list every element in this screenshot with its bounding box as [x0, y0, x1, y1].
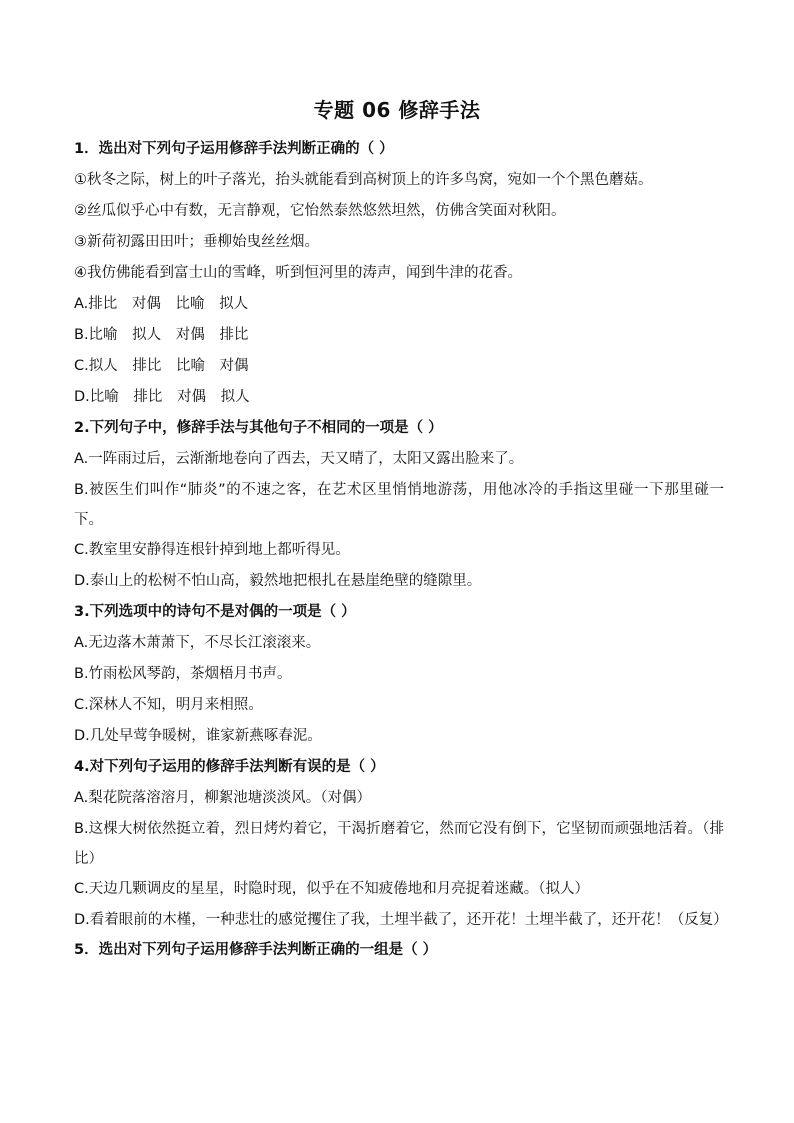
question-1-sentence-4: ④我仿佛能看到富士山的雪峰，听到恒河里的涛声，闻到牛津的花香。 [74, 265, 522, 281]
question-1-option-b: B.比喻 拟人 对偶 排比 [74, 327, 249, 343]
question-2-stem: 2.下列句子中，修辞手法与其他句子不相同的一项是（ ） [74, 420, 443, 436]
question-2-option-d: D.泰山上的松树不怕山高，毅然地把根扎在悬崖绝壁的缝隙里。 [74, 573, 482, 589]
question-4-option-a: A.梨花院落溶溶月，柳絮池塘淡淡风。（对偶） [74, 790, 372, 806]
question-1-option-a: A.排比 对偶 比喻 拟人 [74, 296, 249, 312]
question-1-sentence-3: ③新荷初露田田叶；垂柳始曳丝丝烟。 [74, 234, 319, 250]
question-3-option-a: A.无边落木萧萧下，不尽长江滚滚来。 [74, 635, 321, 651]
question-4-option-d: D.看着眼前的木槿，一种悲壮的感觉攫住了我，土埋半截了，还开花！土埋半截了，还开花！（反复） [74, 912, 728, 928]
question-2-option-c: C.教室里安静得连根针掉到地上都听得见。 [74, 542, 350, 558]
question-4-stem: 4.对下列句子运用的修辞手法判断有误的是（ ） [74, 759, 385, 775]
question-2-option-a: A.一阵雨过后，云渐渐地卷向了西去，天又晴了，太阳又露出脸来了。 [74, 451, 524, 467]
question-2-option-b: B.被医生们叫作“肺炎”的不速之客，在艺术区里悄悄地游荡，用他冰冷的手指这里碰一下那里碰一下。 [74, 482, 724, 528]
question-3-option-c: C.深林人不知，明月来相照。 [74, 697, 263, 713]
question-1-sentence-2: ②丝瓜似乎心中有数，无言静观，它怡然泰然悠然坦然，仿佛含笑面对秋阳。 [74, 203, 566, 219]
question-3-option-d: D.几处早莺争暖树，谁家新燕啄春泥。 [74, 728, 322, 744]
question-5-stem: 5．选出对下列句子运用修辞手法判断正确的一组是（ ） [74, 942, 438, 958]
question-1-option-c: C.拟人 排比 比喻 对偶 [74, 358, 249, 374]
question-list [74, 134, 728, 966]
question-1-option-d: D.比喻 排比 对偶 拟人 [74, 389, 250, 405]
question-4-option-c: C.天边几颗调皮的星星，时隐时现，似乎在不知疲倦地和月亮捉着迷藏。（拟人） [74, 881, 589, 897]
question-3-stem: 3.下列选项中的诗句不是对偶的一项是（ ） [74, 604, 356, 620]
page-title: 专题 06 修辞手法 [313, 98, 481, 122]
question-3-option-b: B.竹雨松风琴韵，茶烟梧月书声。 [74, 666, 292, 682]
question-1-stem: 1．选出对下列句子运用修辞手法判断正确的（ ） [74, 141, 394, 157]
question-4-option-b: B.这棵大树依然挺立着，烈日烤灼着它，干渴折磨着它，然而它没有倒下，它坚韧而顽强地活着。（排比） [74, 821, 724, 867]
question-1-sentence-1: ①秋冬之际，树上的叶子落光，抬头就能看到高树顶上的许多鸟窝，宛如一个个黑色蘑菇。 [74, 172, 653, 188]
